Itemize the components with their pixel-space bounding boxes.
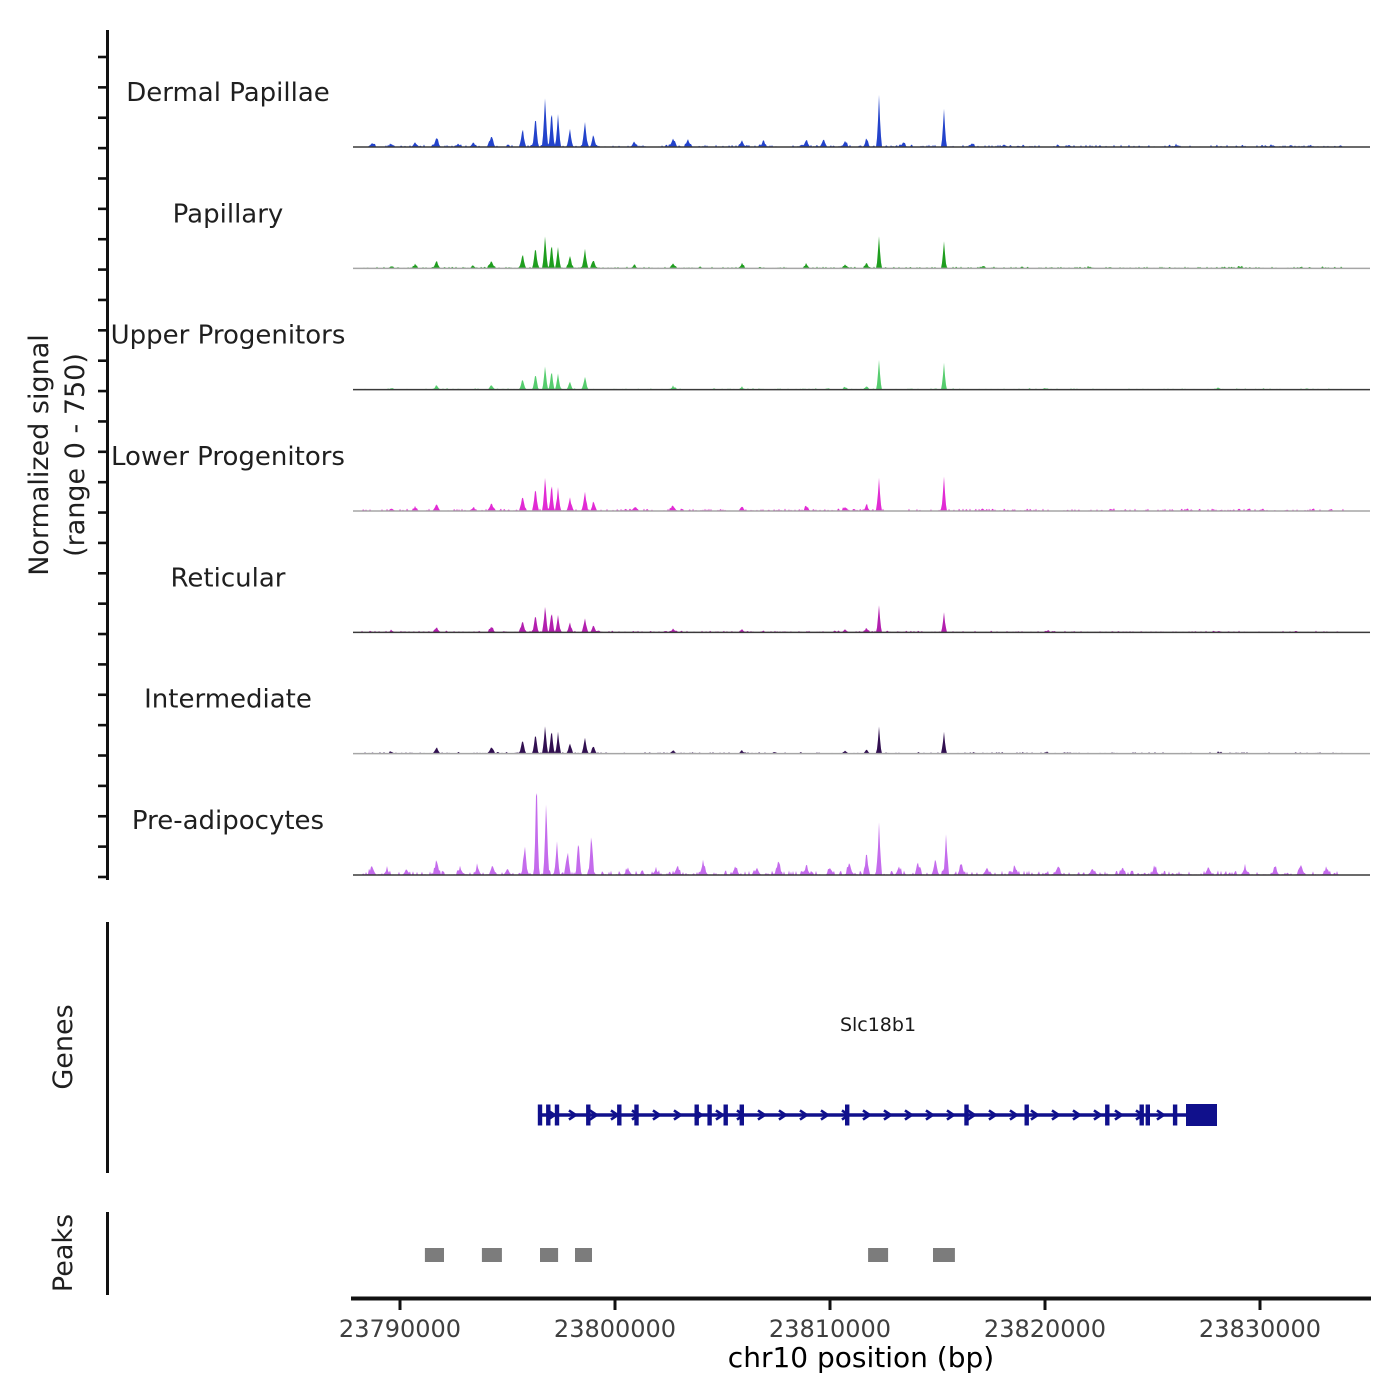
gene-exon (724, 1105, 728, 1126)
x-tick-label: 23790000 (338, 1315, 462, 1343)
gene-exon (1105, 1105, 1109, 1126)
x-axis-title: chr10 position (bp) (727, 1341, 995, 1374)
gene-exon (1173, 1105, 1177, 1126)
peak-intervals (425, 1248, 955, 1262)
gene-exon (1025, 1105, 1029, 1126)
signal-area-dermal-papillae (353, 95, 1370, 147)
signal-area-upper-progenitors (353, 360, 1370, 390)
gene-terminal-exon (1186, 1104, 1217, 1126)
track-label: Reticular (170, 563, 286, 594)
x-axis-ticks (339, 1298, 1321, 1343)
gene-model (538, 1104, 1217, 1126)
x-tick-label: 23820000 (983, 1315, 1107, 1343)
gene-exon (555, 1105, 559, 1126)
x-tick-label: 23800000 (553, 1315, 677, 1343)
gene-exon (586, 1105, 590, 1126)
gene-exon (538, 1105, 542, 1126)
peak-box (482, 1248, 502, 1262)
gene-exon (707, 1105, 711, 1126)
signal-area-intermediate (353, 726, 1370, 753)
signal-y-axis-ticks (98, 57, 107, 877)
peak-box (868, 1248, 888, 1262)
track-label: Papillary (172, 199, 284, 230)
gene-exon (1146, 1105, 1150, 1126)
peak-box (540, 1248, 558, 1262)
gene-exon (617, 1105, 621, 1126)
signal-area-papillary (353, 236, 1370, 268)
peaks-section-label: Peaks (48, 1213, 79, 1293)
gene-exon (740, 1105, 744, 1126)
gene-name-label: Slc18b1 (839, 1014, 917, 1036)
gene-exon (546, 1105, 550, 1126)
genes-section-label: Genes (48, 1004, 79, 1090)
gene-exon (845, 1105, 849, 1126)
signal-area-pre-adipocytes (353, 793, 1370, 875)
signal-tracks (111, 78, 1370, 875)
track-label: Dermal Papillae (126, 78, 330, 108)
gene-exon (964, 1105, 968, 1126)
peak-box (425, 1248, 444, 1262)
x-tick-label: 23830000 (1198, 1315, 1322, 1343)
track-label: Intermediate (144, 684, 312, 715)
y-axis-label-line1: Normalized signal (24, 334, 55, 576)
y-axis-label-line2: (range 0 - 750) (60, 353, 91, 557)
gene-exon (695, 1105, 699, 1126)
track-label: Lower Progenitors (111, 442, 345, 472)
signal-area-lower-progenitors (353, 477, 1370, 512)
peak-box (933, 1248, 955, 1262)
track-label: Upper Progenitors (110, 320, 346, 351)
peak-box (575, 1248, 592, 1262)
signal-area-reticular (353, 605, 1370, 632)
track-label: Pre-adipocytes (131, 806, 325, 836)
gene-exon (634, 1105, 638, 1126)
x-tick-label: 23810000 (768, 1315, 892, 1343)
gene-exon (1140, 1105, 1144, 1126)
